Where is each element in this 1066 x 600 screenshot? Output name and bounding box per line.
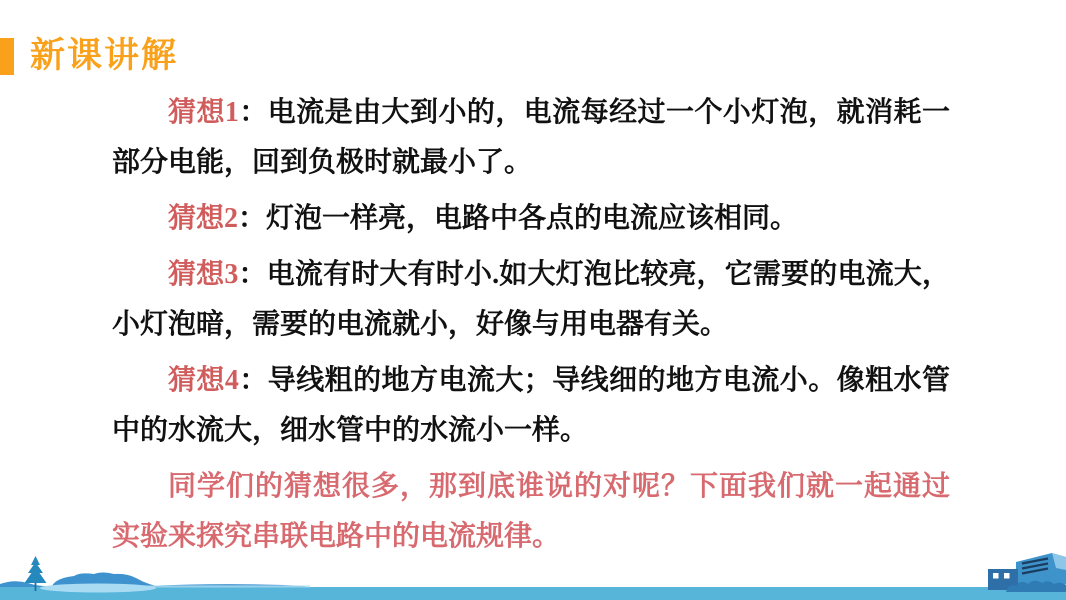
guess-paragraph-4 [112, 356, 950, 456]
guess-text-1: ：电流是由大到小的，电流每经过一个小灯泡，就消耗一部分电能，回到负极时就最小了。 [112, 97, 950, 178]
waterfront-scene-graphic [0, 540, 1066, 600]
page-title: 新课讲解 [30, 36, 179, 75]
factory-building-icon [988, 553, 1066, 592]
guess-paragraph-3 [112, 250, 950, 350]
slide-header [0, 36, 1066, 76]
slide-footer [0, 540, 1066, 600]
guess-label-1: 猜想1 [168, 97, 239, 128]
guess-text-3: ：电流有时大有时小.如大灯泡比较亮，它需要的电流大，小灯泡暗，需要的电流就小，好像与用电器有关。 [112, 259, 950, 340]
guess-label-3: 猜想3 [168, 259, 239, 290]
header-accent-bar [0, 38, 14, 75]
conclusion-paragraph: 同学们的猜想很多，那到底谁说的对呢？下面我们就一起通过实验来探究串联电路中的电流规律。 [112, 471, 950, 552]
slide-body [112, 88, 950, 568]
guess-label-2: 猜想2 [168, 203, 239, 234]
guess-paragraph-1 [112, 88, 950, 188]
guess-paragraph-2 [112, 194, 950, 244]
guess-text-2: ：灯泡一样亮，电路中各点的电流应该相同。 [238, 203, 799, 234]
guess-label-4: 猜想4 [168, 365, 239, 396]
footer-bar [0, 587, 1066, 600]
guess-text-4: ：导线粗的地方电流大；导线细的地方电流小。像粗水管中的水流大，细水管中的水流小一样。 [112, 365, 950, 446]
